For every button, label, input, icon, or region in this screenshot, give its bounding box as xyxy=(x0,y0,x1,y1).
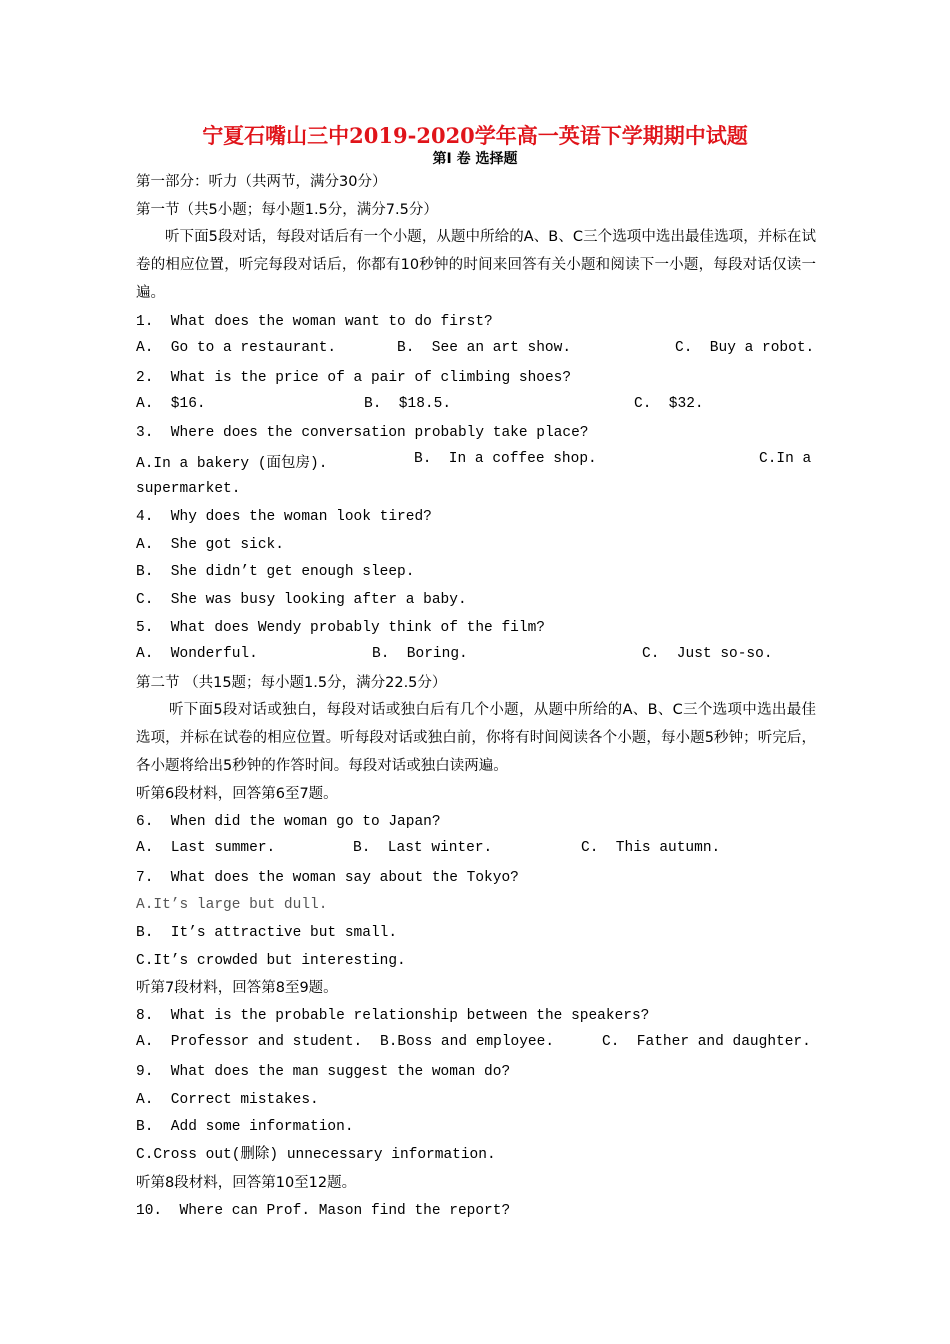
section1-heading: 第一节（共5小题；每小题1.5分，满分7.5分） xyxy=(136,202,438,218)
q7-option-a: A.It’s large but dull. xyxy=(136,897,328,913)
q4-option-c: C. She was busy looking after a baby. xyxy=(136,592,467,608)
q3-option-b: B. In a coffee shop. xyxy=(414,451,597,467)
q6-option-b: B. Last winter. xyxy=(353,840,493,856)
q6-option-a: A. Last summer. xyxy=(136,840,276,856)
section2-instructions: 听下面5段对话或独白，每段对话或独白后有几个小题，从题中所给的A、B、C三个选项中选出最佳选项，并标在试卷的相应位置。听每段对话或独白前，你将有时间阅读各个小题，每小题5秒钟；听完后，各小题将给出5秒钟的作答时间。每段对话或独白读两遍。 xyxy=(136,702,816,774)
q9-option-a: A. Correct mistakes. xyxy=(136,1092,319,1108)
question-5: 5. What does Wendy probably think of the film? xyxy=(136,620,545,636)
q3-option-c-continued: supermarket. xyxy=(136,481,241,497)
document-subtitle: 第I 卷 选择题 xyxy=(432,151,518,167)
q6-option-c: C. This autumn. xyxy=(581,840,721,856)
section2-heading: 第二节 （共15题；每小题1.5分，满分22.5分） xyxy=(136,675,447,691)
q8-option-a: A. Professor and student. xyxy=(136,1034,363,1050)
q8-option-c: C. Father and daughter. xyxy=(602,1034,811,1050)
document-title: 宁夏石嘴山三中2019-2020学年高一英语下学期期中试题 xyxy=(202,123,748,148)
question-9: 9. What does the man suggest the woman do? xyxy=(136,1064,511,1080)
q5-option-b: B. Boring. xyxy=(372,646,468,662)
q2-option-c: C. $32. xyxy=(634,396,704,412)
part1-heading: 第一部分：听力（共两节，满分30分） xyxy=(136,174,387,190)
q5-option-a: A. Wonderful. xyxy=(136,646,258,662)
q5-option-c: C. Just so-so. xyxy=(642,646,773,662)
question-7: 7. What does the woman say about the Tokyo? xyxy=(136,870,519,886)
q4-option-b: B. She didn’t get enough sleep. xyxy=(136,564,415,580)
q4-option-a: A. She got sick. xyxy=(136,537,284,553)
question-4: 4. Why does the woman look tired? xyxy=(136,509,432,525)
q9-option-c: C.Cross out(删除) unnecessary information. xyxy=(136,1147,496,1163)
q3-option-a: A.In a bakery (面包房). xyxy=(136,456,328,472)
material-8-heading: 听第8段材料，回答第10至12题。 xyxy=(136,1175,357,1191)
question-3: 3. Where does the conversation probably take place? xyxy=(136,425,589,441)
q1-option-a: A. Go to a restaurant. xyxy=(136,340,337,356)
q9-option-b: B. Add some information. xyxy=(136,1119,354,1135)
question-1: 1. What does the woman want to do first? xyxy=(136,314,493,330)
q2-option-a: A. $16. xyxy=(136,396,206,412)
question-10: 10. Where can Prof. Mason find the report? xyxy=(136,1203,511,1219)
q2-option-b: B. $18.5. xyxy=(364,396,452,412)
material-6-heading: 听第6段材料，回答第6至7题。 xyxy=(136,786,338,802)
q7-option-b: B. It’s attractive but small. xyxy=(136,925,398,941)
q1-option-c: C. Buy a robot. xyxy=(675,340,815,356)
q7-option-c: C.It’s crowded but interesting. xyxy=(136,953,406,969)
question-2: 2. What is the price of a pair of climbing shoes? xyxy=(136,370,572,386)
section1-instructions: 听下面5段对话，每段对话后有一个小题，从题中所给的A、B、C三个选项中选出最佳选项，并标在试卷的相应位置，听完每段对话后，你都有10秒钟的时间来回答有关小题和阅读下一小题，每段对话仅读一遍。 xyxy=(136,229,816,301)
question-6: 6. When did the woman go to Japan? xyxy=(136,814,441,830)
q1-option-b: B. See an art show. xyxy=(397,340,572,356)
question-8: 8. What is the probable relationship between the speakers? xyxy=(136,1008,650,1024)
material-7-heading: 听第7段材料，回答第8至9题。 xyxy=(136,980,338,996)
q3-option-c: C.In a xyxy=(759,451,812,467)
q8-option-b: B.Boss and employee. xyxy=(380,1034,555,1050)
